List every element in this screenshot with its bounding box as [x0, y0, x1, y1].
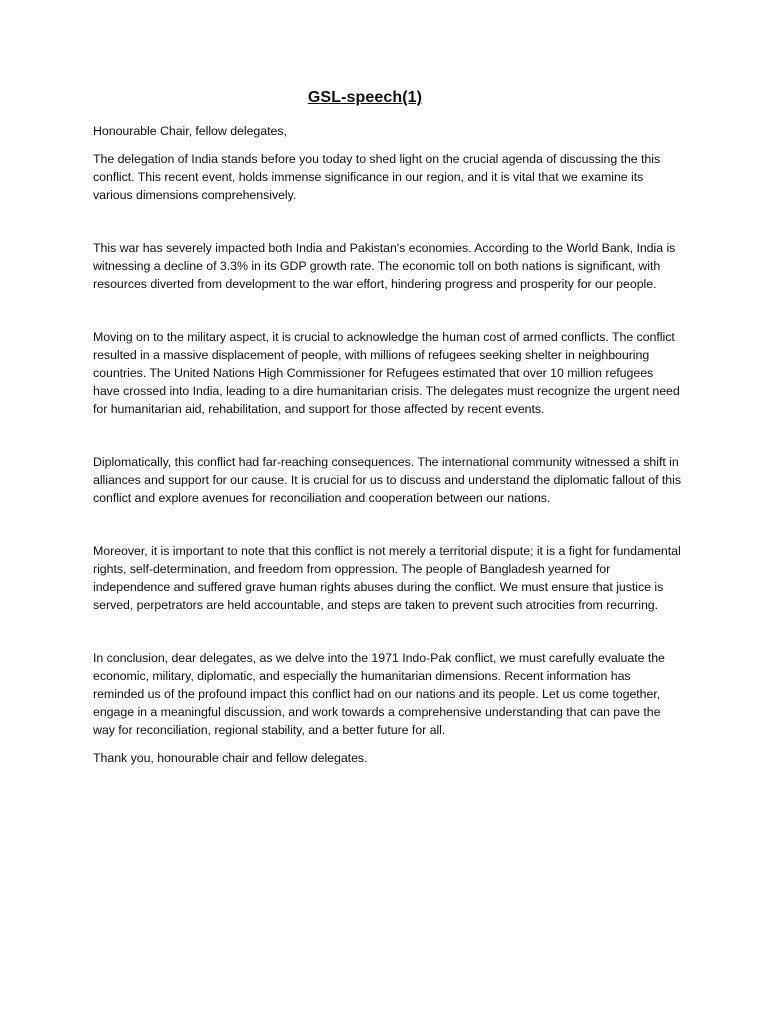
- paragraph-diplomatic: Diplomatically, this conflict had far-reaching consequences. The international community witnessed a shift in alliances and support for our cause. It is crucial for us to discuss and understand the diplomatic fallout of this conflict and explore avenues for reconciliation and cooperation between our nations.: [93, 455, 681, 505]
- closing-line: Thank you, honourable chair and fellow delegates.: [93, 751, 368, 765]
- salutation: Honourable Chair, fellow delegates,: [93, 124, 287, 138]
- paragraph-conclusion: In conclusion, dear delegates, as we delve into the 1971 Indo-Pak conflict, we must carefully evaluate the economic, military, diplomatic, and especially the humanitarian dimensions. Recent information has reminded us of the profound impact this conflict had on our nations and its people. Let us come together, engage in a meaningful discussion, and work towards a comprehensive understanding that can pave the way for reconciliation, regional stability, and a better future for all.: [93, 651, 665, 737]
- paragraph-rights: Moreover, it is important to note that this conflict is not merely a territorial dispute; it is a fight for fundamental rights, self-determination, and freedom from oppression. The people of Bangladesh yearned for independence and suffered grave human rights abuses during the conflict. We must ensure that justice is served, perpetrators are held accountable, and steps are taken to prevent such atrocities from recurring.: [93, 544, 681, 612]
- paragraph-economic: This war has severely impacted both India and Pakistan's economies. According to the World Bank, India is witnessing a decline of 3.3% in its GDP growth rate. The economic toll on both nations is significant, with resources diverted from development to the war effort, hindering progress and prosperity for our people.: [93, 241, 676, 291]
- speech-body: [93, 122, 683, 767]
- paragraph-introduction: The delegation of India stands before you today to shed light on the crucial agenda of discussing the this conflict. This recent event, holds immense significance in our region, and it is vital that we examine its various dimensions comprehensively.: [93, 152, 661, 202]
- document-title: GSL-speech(1): [307, 89, 423, 106]
- paragraph-military: Moving on to the military aspect, it is crucial to acknowledge the human cost of armed conflicts. The conflict resulted in a massive displacement of people, with millions of refugees seeking shelter in neighbouring countries. The United Nations High Commissioner for Refugees estimated that over 10 million refugees have crossed into India, leading to a dire humanitarian crisis. The delegates must recognize the urgent need for humanitarian aid, rehabilitation, and support for those affected by recent events.: [93, 330, 680, 416]
